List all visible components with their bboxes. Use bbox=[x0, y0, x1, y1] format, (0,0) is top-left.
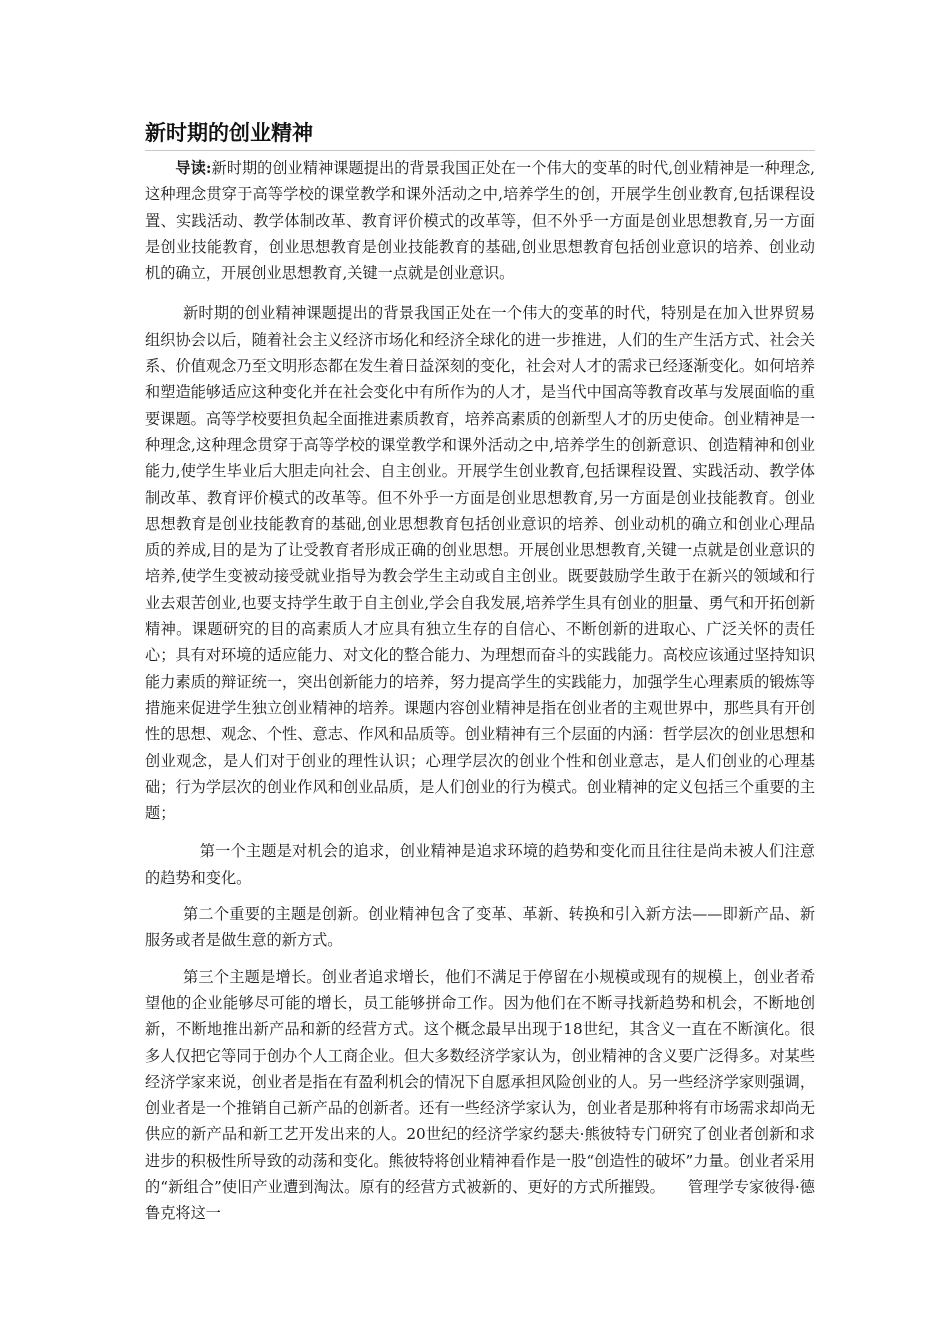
lead-label: 导读: bbox=[175, 159, 212, 177]
body-paragraph-3: 第二个重要的主题是创新。创业精神包含了变革、革新、转换和引入新方法——即新产品、新服务或者是做生意的新方式。 bbox=[145, 905, 815, 950]
body-paragraph-4: 第三个主题是增长。创业者追求增长，他们不满足于停留在小规模或现有的规模上，创业者希望他的企业能够尽可能的增长，员工能够拼命工作。因为他们在不断寻找新趋势和机会，不断地创新，不断地推出新产品和新的经营方式。这个概念最早出现于18世纪，其含义一直在不断演化。很多人仅把它等同于创办个人工商企业。但大多数经济学家认为，创业精神的含义要广泛得多。对某些经济学家来说，创业者是指在有盈利机会的情况下自愿承担风险创业的人。另一些经济学家则强调，创业者是一个推销自己新产品的创新者。还有一些经济学家认为，创业者是那种将有市场需求却尚无供应的新产品和新工艺开发出来的人。20世纪的经济学家约瑟夫·熊彼特专门研究了创业者创新和求进步的积极性所导致的动荡和变化。熊彼特将创业精神看作是一股“创造性的破坏”力量。创业者采用的“新组合”使旧产业遭到淘汰。原有的经营方式被新的、更好的方式所摧毁。 管理学专家彼得·德鲁克将这一 bbox=[145, 967, 815, 1223]
body-paragraph-2: 第一个主题是对机会的追求，创业精神是追求环境的趋势和变化而且往往是尚未被人们注意的趋势和变化。 bbox=[145, 842, 815, 887]
body-paragraph-1: 新时期的创业精神课题提出的背景我国正处在一个伟大的变革的时代，特别是在加入世界贸易组织协会以后，随着社会主义经济市场化和经济全球化的进一步推进，人们的生产生活方式、社会关系、价值观念乃至文明形态都在发生着日益深刻的变化，社会对人才的需求已经逐渐变化。如何培养和塑造能够适应这种变化并在社会变化中有所作为的人才，是当代中国高等教育改革与发展面临的重要课题。高等学校要担负起全面推进素质教育，培养高素质的创新型人才的历史使命。创业精神是一种理念,这种理念贯穿于高等学校的课堂教学和课外活动之中,培养学生的创新意识、创造精神和创业能力,使学生毕业后大胆走向社会、自主创业。开展学生创业教育,包括课程设置、实践活动、教学体制改革、教育评价模式的改革等。但不外乎一方面是创业思想教育,另一方面是创业技能教育。创业思想教育是创业技能教育的基础,创业思想教育包括创业意识的培养、创业动机的确立和创业心理品质的养成,目的是为了让受教育者形成正确的创业思想。开展创业思想教育,关键一点就是创业意识的培养,使学生变被动接受就业指导为教会学生主动或自主创业。既要鼓励学生敢于在新兴的领域和行业去艰苦创业,也要支持学生敢于自主创业,学会自我发展,培养学生具有创业的胆量、勇气和开拓创新精神。课题研究的目的高素质人才应具有独立生存的自信心、不断创新的进取心、广泛关怀的责任心；具有对环境的适应能力、对文化的整合能力、为理想而奋斗的实践能力。高校应该通过坚持知识能力素质的辩证统一，突出创新能力的培养，努力提高学生的实践能力，加强学生心理素质的锻炼等措施来促进学生独立创业精神的培养。课题内容创业精神是指在创业者的主观世界中，那些具有开创性的思想、观念、个性、意志、作风和品质等。创业精神有三个层面的内涵：哲学层次的创业思想和创业观念，是人们对于创业的理性认识；心理学层次的创业个性和创业意志，是人们创业的心理基础；行为学层次的创业作风和创业品质，是人们创业的行为模式。创业精神的定义包括三个重要的主题； bbox=[145, 304, 815, 823]
lead-text: 新时期的创业精神课题提出的背景我国正处在一个伟大的变革的时代,创业精神是一种理念,这种理念贯穿于高等学校的课堂教学和课外活动之中,培养学生的创，开展学生创业教育,包括课程设置、实践活动、教学体制改革、教育评价模式的改革等，但不外乎一方面是创业思想教育,另一方面是创业技能教育，创业思想教育是创业技能教育的基础,创业思想教育包括创业意识的培养、创业动机的确立，开展创业思想教育,关键一点就是创业意识。 bbox=[145, 159, 816, 283]
document-title: 新时期的创业精神 bbox=[145, 118, 815, 151]
lead-paragraph bbox=[145, 155, 815, 286]
document-page bbox=[145, 118, 815, 1227]
